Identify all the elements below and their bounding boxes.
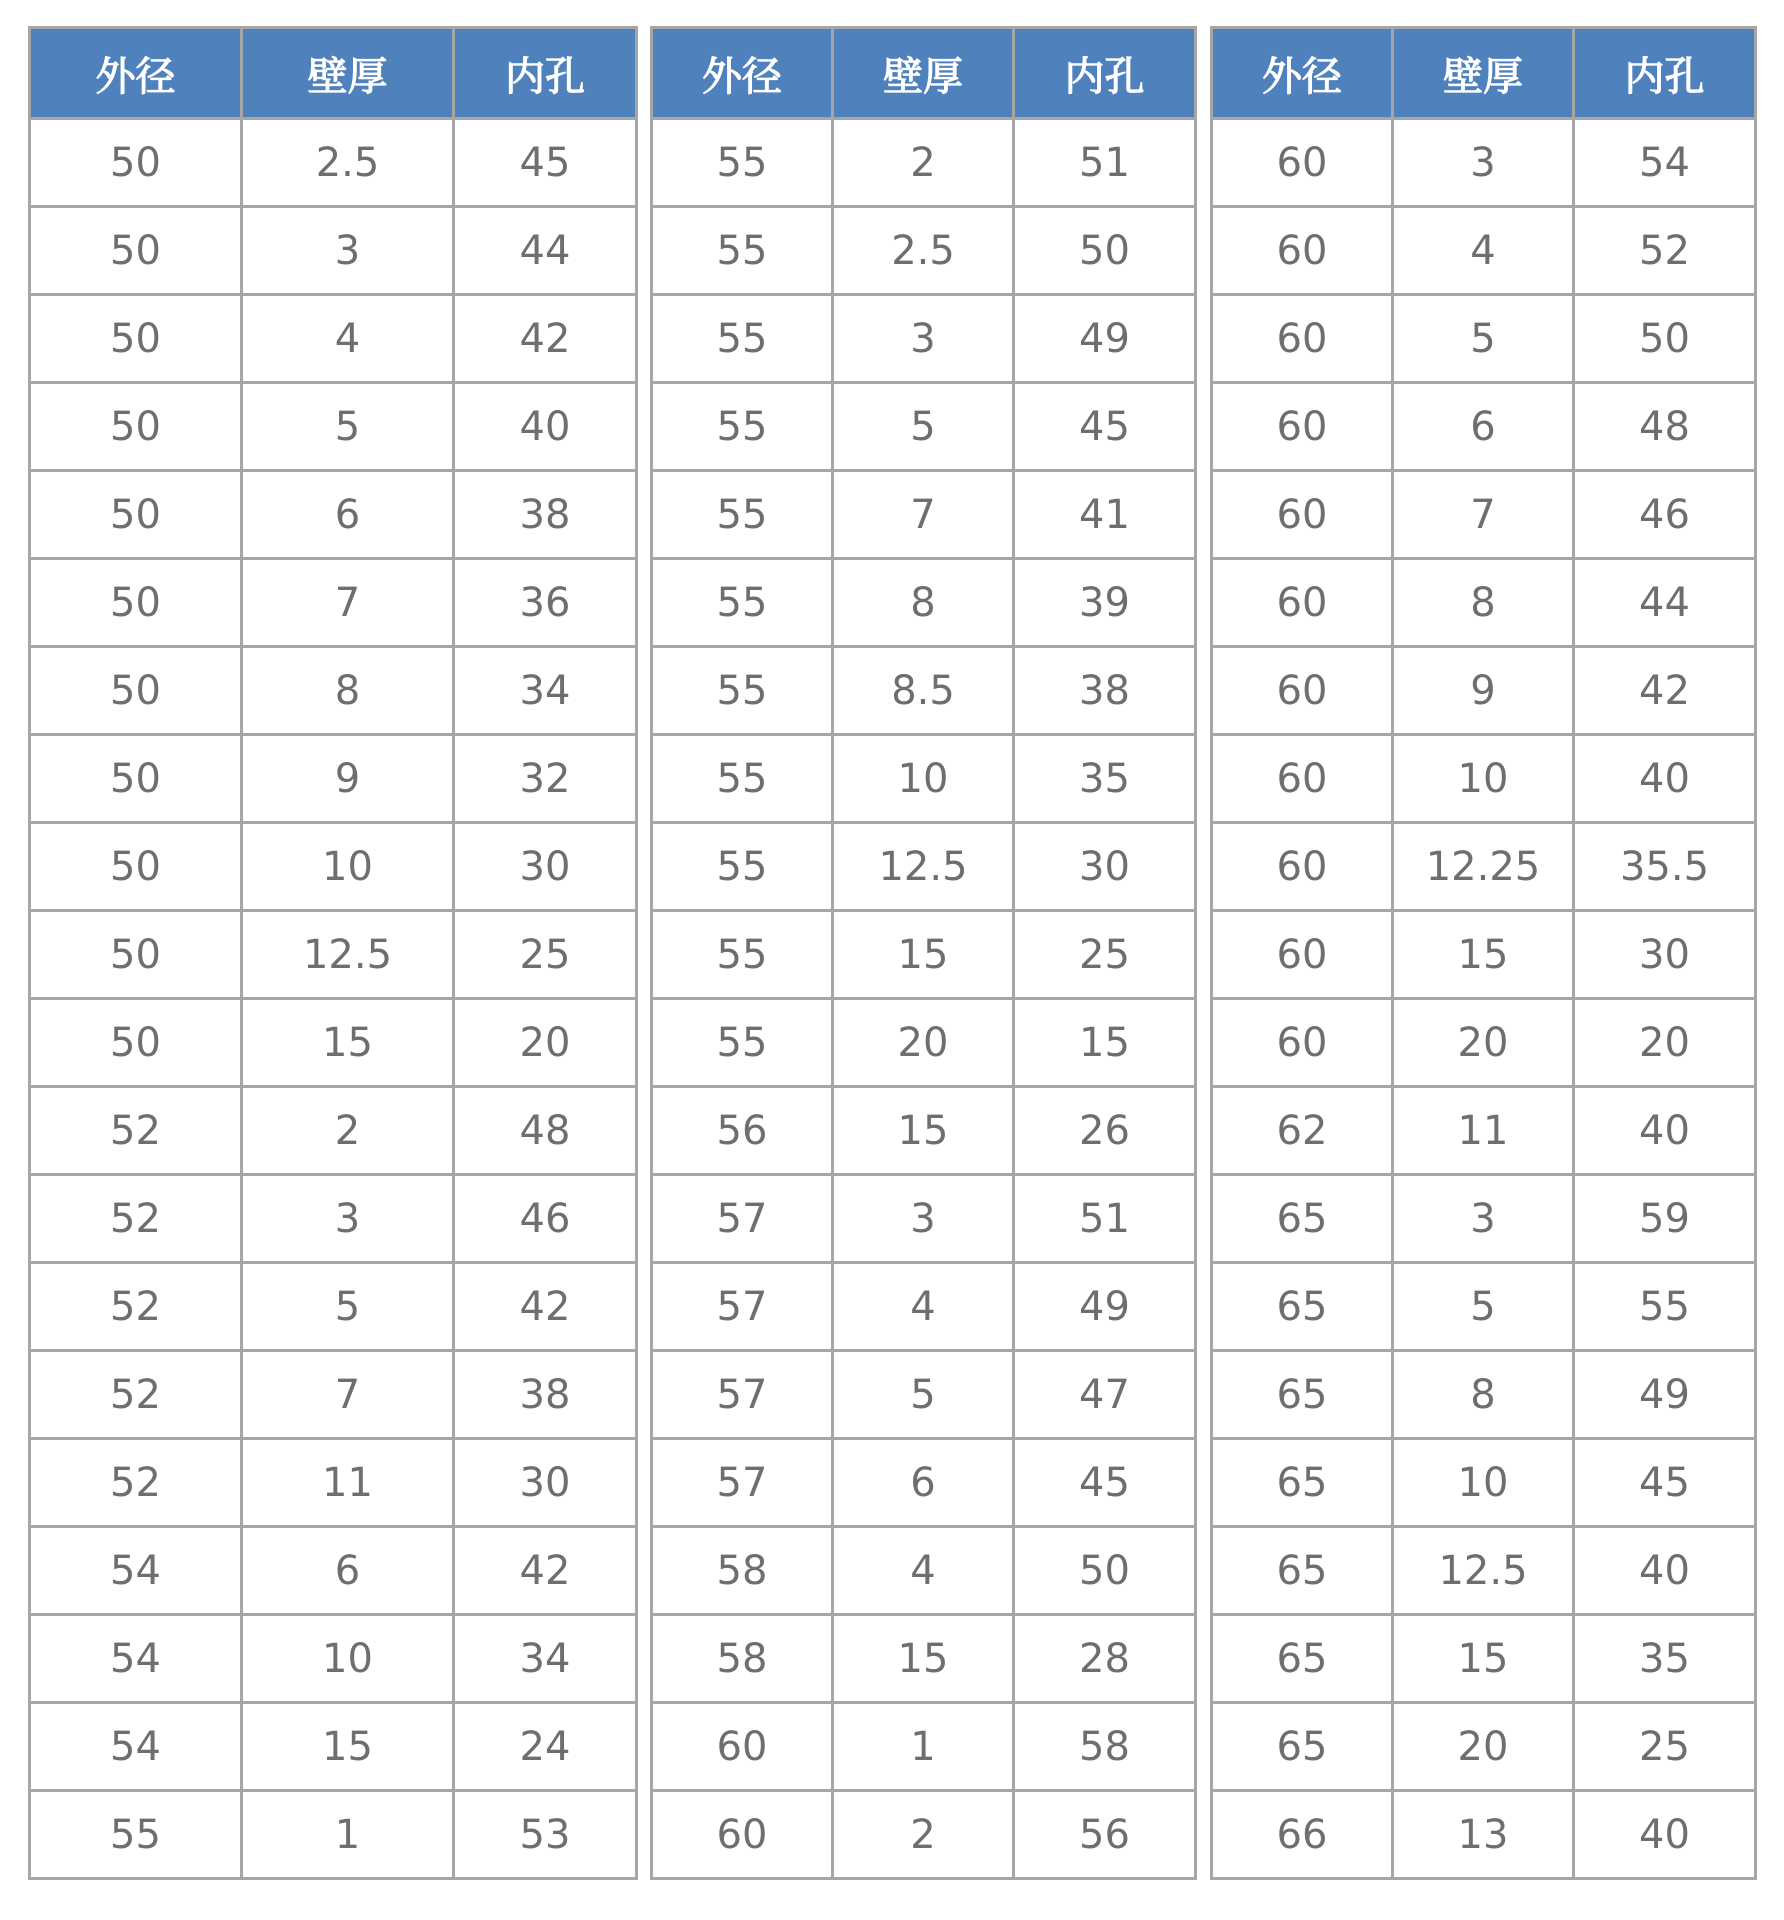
table-row — [652, 1791, 1196, 1879]
cell-wall-thickness: 8 — [1393, 1351, 1574, 1439]
table-row — [652, 1703, 1196, 1791]
cell-outer-diameter: 50 — [30, 559, 242, 647]
cell-wall-thickness: 2 — [833, 1791, 1014, 1879]
cell-outer-diameter: 50 — [30, 735, 242, 823]
table-row — [1212, 119, 1756, 207]
table-row — [652, 1263, 1196, 1351]
cell-inner-bore: 49 — [1014, 1263, 1196, 1351]
table-row — [30, 911, 637, 999]
cell-wall-thickness: 7 — [242, 1351, 454, 1439]
cell-wall-thickness: 4 — [1393, 207, 1574, 295]
cell-inner-bore: 42 — [454, 1527, 637, 1615]
cell-inner-bore: 51 — [1014, 119, 1196, 207]
column-header-wall-thickness: 壁厚 — [1393, 28, 1574, 119]
cell-outer-diameter: 65 — [1212, 1263, 1393, 1351]
table-row — [1212, 383, 1756, 471]
cell-wall-thickness: 9 — [242, 735, 454, 823]
cell-inner-bore: 28 — [1014, 1615, 1196, 1703]
cell-inner-bore: 48 — [454, 1087, 637, 1175]
cell-wall-thickness: 20 — [833, 999, 1014, 1087]
table-row — [30, 1351, 637, 1439]
table-row — [1212, 1175, 1756, 1263]
cell-wall-thickness: 6 — [833, 1439, 1014, 1527]
cell-outer-diameter: 55 — [652, 471, 833, 559]
cell-outer-diameter: 50 — [30, 119, 242, 207]
cell-outer-diameter: 52 — [30, 1439, 242, 1527]
cell-inner-bore: 25 — [1014, 911, 1196, 999]
cell-wall-thickness: 11 — [1393, 1087, 1574, 1175]
cell-inner-bore: 15 — [1014, 999, 1196, 1087]
table-row — [1212, 1087, 1756, 1175]
cell-inner-bore: 58 — [1014, 1703, 1196, 1791]
table-row — [652, 207, 1196, 295]
cell-outer-diameter: 52 — [30, 1351, 242, 1439]
cell-wall-thickness: 20 — [1393, 1703, 1574, 1791]
table-row — [1212, 1351, 1756, 1439]
cell-outer-diameter: 60 — [1212, 647, 1393, 735]
cell-outer-diameter: 60 — [1212, 471, 1393, 559]
cell-inner-bore: 40 — [1574, 1527, 1756, 1615]
cell-wall-thickness: 6 — [242, 471, 454, 559]
table-row — [652, 911, 1196, 999]
cell-wall-thickness: 2 — [242, 1087, 454, 1175]
table-row — [1212, 1615, 1756, 1703]
cell-wall-thickness: 11 — [242, 1439, 454, 1527]
cell-wall-thickness: 10 — [242, 1615, 454, 1703]
cell-outer-diameter: 57 — [652, 1439, 833, 1527]
cell-outer-diameter: 50 — [30, 207, 242, 295]
cell-wall-thickness: 12.25 — [1393, 823, 1574, 911]
cell-outer-diameter: 60 — [1212, 559, 1393, 647]
cell-outer-diameter: 55 — [652, 999, 833, 1087]
table-row — [30, 383, 637, 471]
table-row — [1212, 207, 1756, 295]
cell-inner-bore: 20 — [454, 999, 637, 1087]
cell-wall-thickness: 15 — [1393, 911, 1574, 999]
cell-wall-thickness: 3 — [242, 1175, 454, 1263]
cell-inner-bore: 56 — [1014, 1791, 1196, 1879]
cell-outer-diameter: 66 — [1212, 1791, 1393, 1879]
cell-inner-bore: 25 — [454, 911, 637, 999]
cell-inner-bore: 35 — [1014, 735, 1196, 823]
cell-outer-diameter: 60 — [1212, 999, 1393, 1087]
cell-inner-bore: 40 — [454, 383, 637, 471]
cell-wall-thickness: 7 — [833, 471, 1014, 559]
table-row — [30, 295, 637, 383]
table-row — [30, 471, 637, 559]
table-row — [30, 1175, 637, 1263]
cell-wall-thickness: 4 — [242, 295, 454, 383]
cell-outer-diameter: 54 — [30, 1527, 242, 1615]
table-row — [1212, 1703, 1756, 1791]
table-row — [30, 1791, 637, 1879]
cell-wall-thickness: 15 — [242, 1703, 454, 1791]
cell-inner-bore: 30 — [1574, 911, 1756, 999]
cell-outer-diameter: 60 — [1212, 295, 1393, 383]
column-header-inner-bore: 内孔 — [1574, 28, 1756, 119]
cell-wall-thickness: 15 — [1393, 1615, 1574, 1703]
cell-wall-thickness: 3 — [242, 207, 454, 295]
cell-inner-bore: 48 — [1574, 383, 1756, 471]
cell-inner-bore: 46 — [454, 1175, 637, 1263]
cell-inner-bore: 50 — [1014, 1527, 1196, 1615]
cell-outer-diameter: 65 — [1212, 1351, 1393, 1439]
cell-wall-thickness: 15 — [242, 999, 454, 1087]
cell-outer-diameter: 60 — [1212, 207, 1393, 295]
cell-outer-diameter: 60 — [652, 1703, 833, 1791]
spec-table-3 — [1210, 26, 1757, 1880]
table-row — [652, 1087, 1196, 1175]
cell-inner-bore: 24 — [454, 1703, 637, 1791]
cell-wall-thickness: 3 — [833, 295, 1014, 383]
cell-outer-diameter: 55 — [652, 735, 833, 823]
cell-inner-bore: 52 — [1574, 207, 1756, 295]
cell-wall-thickness: 1 — [242, 1791, 454, 1879]
cell-outer-diameter: 60 — [1212, 735, 1393, 823]
cell-inner-bore: 50 — [1014, 207, 1196, 295]
cell-inner-bore: 59 — [1574, 1175, 1756, 1263]
cell-wall-thickness: 20 — [1393, 999, 1574, 1087]
cell-outer-diameter: 65 — [1212, 1703, 1393, 1791]
cell-inner-bore: 34 — [454, 647, 637, 735]
cell-inner-bore: 30 — [454, 1439, 637, 1527]
cell-wall-thickness: 4 — [833, 1263, 1014, 1351]
cell-outer-diameter: 52 — [30, 1263, 242, 1351]
cell-outer-diameter: 55 — [652, 383, 833, 471]
table-row — [652, 119, 1196, 207]
cell-inner-bore: 25 — [1574, 1703, 1756, 1791]
cell-wall-thickness: 10 — [1393, 735, 1574, 823]
table-row — [30, 1615, 637, 1703]
cell-inner-bore: 38 — [454, 1351, 637, 1439]
cell-outer-diameter: 55 — [652, 119, 833, 207]
table-row — [1212, 1263, 1756, 1351]
cell-outer-diameter: 56 — [652, 1087, 833, 1175]
cell-outer-diameter: 50 — [30, 295, 242, 383]
cell-inner-bore: 35 — [1574, 1615, 1756, 1703]
cell-inner-bore: 53 — [454, 1791, 637, 1879]
table-row — [1212, 1527, 1756, 1615]
cell-wall-thickness: 9 — [1393, 647, 1574, 735]
cell-inner-bore: 42 — [1574, 647, 1756, 735]
table-row — [30, 1703, 637, 1791]
cell-inner-bore: 55 — [1574, 1263, 1756, 1351]
table-row — [1212, 471, 1756, 559]
cell-wall-thickness: 5 — [1393, 1263, 1574, 1351]
cell-inner-bore: 54 — [1574, 119, 1756, 207]
cell-inner-bore: 30 — [454, 823, 637, 911]
cell-inner-bore: 46 — [1574, 471, 1756, 559]
cell-inner-bore: 39 — [1014, 559, 1196, 647]
table-row — [1212, 999, 1756, 1087]
column-header-outer-diameter: 外径 — [1212, 28, 1393, 119]
table-row — [1212, 823, 1756, 911]
table-row — [1212, 1439, 1756, 1527]
cell-outer-diameter: 55 — [652, 295, 833, 383]
table-row — [652, 471, 1196, 559]
table-row — [30, 1439, 637, 1527]
cell-wall-thickness: 10 — [1393, 1439, 1574, 1527]
cell-wall-thickness: 5 — [833, 1351, 1014, 1439]
cell-inner-bore: 30 — [1014, 823, 1196, 911]
cell-inner-bore: 38 — [454, 471, 637, 559]
cell-inner-bore: 49 — [1014, 295, 1196, 383]
cell-wall-thickness: 4 — [833, 1527, 1014, 1615]
table-row — [652, 647, 1196, 735]
cell-outer-diameter: 60 — [1212, 383, 1393, 471]
cell-inner-bore: 26 — [1014, 1087, 1196, 1175]
cell-inner-bore: 45 — [1574, 1439, 1756, 1527]
cell-wall-thickness: 7 — [242, 559, 454, 647]
table-row — [652, 1439, 1196, 1527]
table-row — [1212, 735, 1756, 823]
cell-wall-thickness: 6 — [1393, 383, 1574, 471]
cell-wall-thickness: 13 — [1393, 1791, 1574, 1879]
table-row — [652, 1615, 1196, 1703]
cell-outer-diameter: 54 — [30, 1615, 242, 1703]
cell-outer-diameter: 50 — [30, 911, 242, 999]
cell-outer-diameter: 65 — [1212, 1175, 1393, 1263]
cell-outer-diameter: 60 — [652, 1791, 833, 1879]
header-row — [652, 28, 1196, 119]
cell-inner-bore: 36 — [454, 559, 637, 647]
cell-wall-thickness: 8 — [833, 559, 1014, 647]
table-row — [652, 383, 1196, 471]
spec-tables — [0, 26, 1784, 1896]
cell-outer-diameter: 50 — [30, 471, 242, 559]
column-header-inner-bore: 内孔 — [454, 28, 637, 119]
cell-outer-diameter: 50 — [30, 999, 242, 1087]
cell-wall-thickness: 5 — [1393, 295, 1574, 383]
cell-outer-diameter: 58 — [652, 1615, 833, 1703]
cell-inner-bore: 45 — [454, 119, 637, 207]
table-row — [652, 295, 1196, 383]
cell-inner-bore: 42 — [454, 295, 637, 383]
cell-outer-diameter: 50 — [30, 647, 242, 735]
table-row — [1212, 1791, 1756, 1879]
table-row — [1212, 295, 1756, 383]
table-row — [652, 823, 1196, 911]
cell-wall-thickness: 2 — [833, 119, 1014, 207]
cell-wall-thickness: 5 — [833, 383, 1014, 471]
table-row — [1212, 647, 1756, 735]
cell-inner-bore: 45 — [1014, 383, 1196, 471]
cell-outer-diameter: 57 — [652, 1351, 833, 1439]
cell-wall-thickness: 1 — [833, 1703, 1014, 1791]
column-header-inner-bore: 内孔 — [1014, 28, 1196, 119]
column-header-wall-thickness: 壁厚 — [242, 28, 454, 119]
column-header-outer-diameter: 外径 — [30, 28, 242, 119]
cell-outer-diameter: 65 — [1212, 1615, 1393, 1703]
table-row — [652, 559, 1196, 647]
cell-inner-bore: 40 — [1574, 1791, 1756, 1879]
table-row — [652, 1527, 1196, 1615]
cell-inner-bore: 41 — [1014, 471, 1196, 559]
cell-outer-diameter: 55 — [652, 207, 833, 295]
table-row — [1212, 559, 1756, 647]
table-row — [30, 1527, 637, 1615]
cell-inner-bore: 35.5 — [1574, 823, 1756, 911]
header-row — [1212, 28, 1756, 119]
cell-outer-diameter: 57 — [652, 1175, 833, 1263]
table-row — [1212, 911, 1756, 999]
table-row — [30, 559, 637, 647]
table-row — [30, 1087, 637, 1175]
cell-outer-diameter: 57 — [652, 1263, 833, 1351]
table-body — [1212, 119, 1756, 1879]
cell-inner-bore: 44 — [454, 207, 637, 295]
cell-inner-bore: 45 — [1014, 1439, 1196, 1527]
cell-outer-diameter: 55 — [652, 911, 833, 999]
header-row — [30, 28, 637, 119]
cell-outer-diameter: 50 — [30, 383, 242, 471]
cell-wall-thickness: 15 — [833, 1087, 1014, 1175]
cell-wall-thickness: 5 — [242, 383, 454, 471]
cell-inner-bore: 40 — [1574, 1087, 1756, 1175]
cell-inner-bore: 42 — [454, 1263, 637, 1351]
cell-outer-diameter: 52 — [30, 1087, 242, 1175]
table-row — [652, 735, 1196, 823]
table-row — [30, 119, 637, 207]
table-body — [652, 119, 1196, 1879]
cell-outer-diameter: 60 — [1212, 823, 1393, 911]
column-header-wall-thickness: 壁厚 — [833, 28, 1014, 119]
table-row — [30, 207, 637, 295]
cell-outer-diameter: 55 — [652, 559, 833, 647]
cell-inner-bore: 34 — [454, 1615, 637, 1703]
cell-outer-diameter: 60 — [1212, 119, 1393, 207]
cell-wall-thickness: 3 — [833, 1175, 1014, 1263]
table-row — [30, 999, 637, 1087]
cell-wall-thickness: 5 — [242, 1263, 454, 1351]
column-header-outer-diameter: 外径 — [652, 28, 833, 119]
cell-inner-bore: 51 — [1014, 1175, 1196, 1263]
cell-outer-diameter: 55 — [30, 1791, 242, 1879]
cell-wall-thickness: 12.5 — [833, 823, 1014, 911]
table-row — [30, 647, 637, 735]
cell-wall-thickness: 10 — [833, 735, 1014, 823]
cell-inner-bore: 20 — [1574, 999, 1756, 1087]
cell-wall-thickness: 15 — [833, 1615, 1014, 1703]
cell-wall-thickness: 6 — [242, 1527, 454, 1615]
cell-outer-diameter: 54 — [30, 1703, 242, 1791]
table-row — [30, 1263, 637, 1351]
cell-outer-diameter: 55 — [652, 823, 833, 911]
cell-outer-diameter: 50 — [30, 823, 242, 911]
cell-outer-diameter: 65 — [1212, 1527, 1393, 1615]
cell-inner-bore: 40 — [1574, 735, 1756, 823]
cell-wall-thickness: 15 — [833, 911, 1014, 999]
cell-wall-thickness: 2.5 — [833, 207, 1014, 295]
cell-outer-diameter: 65 — [1212, 1439, 1393, 1527]
cell-inner-bore: 44 — [1574, 559, 1756, 647]
cell-wall-thickness: 7 — [1393, 471, 1574, 559]
cell-inner-bore: 32 — [454, 735, 637, 823]
cell-inner-bore: 38 — [1014, 647, 1196, 735]
spec-table-1 — [28, 26, 638, 1880]
cell-wall-thickness: 12.5 — [242, 911, 454, 999]
cell-outer-diameter: 60 — [1212, 911, 1393, 999]
cell-wall-thickness: 8 — [242, 647, 454, 735]
table-row — [652, 999, 1196, 1087]
cell-wall-thickness: 3 — [1393, 119, 1574, 207]
cell-wall-thickness: 12.5 — [1393, 1527, 1574, 1615]
table-row — [30, 735, 637, 823]
cell-inner-bore: 49 — [1574, 1351, 1756, 1439]
cell-inner-bore: 47 — [1014, 1351, 1196, 1439]
cell-wall-thickness: 3 — [1393, 1175, 1574, 1263]
table-row — [30, 823, 637, 911]
table-body — [30, 119, 637, 1879]
cell-wall-thickness: 10 — [242, 823, 454, 911]
cell-outer-diameter: 62 — [1212, 1087, 1393, 1175]
cell-outer-diameter: 52 — [30, 1175, 242, 1263]
cell-wall-thickness: 2.5 — [242, 119, 454, 207]
table-row — [652, 1175, 1196, 1263]
cell-wall-thickness: 8 — [1393, 559, 1574, 647]
cell-outer-diameter: 55 — [652, 647, 833, 735]
cell-wall-thickness: 8.5 — [833, 647, 1014, 735]
cell-inner-bore: 50 — [1574, 295, 1756, 383]
table-row — [652, 1351, 1196, 1439]
cell-outer-diameter: 58 — [652, 1527, 833, 1615]
spec-table-2 — [650, 26, 1197, 1880]
